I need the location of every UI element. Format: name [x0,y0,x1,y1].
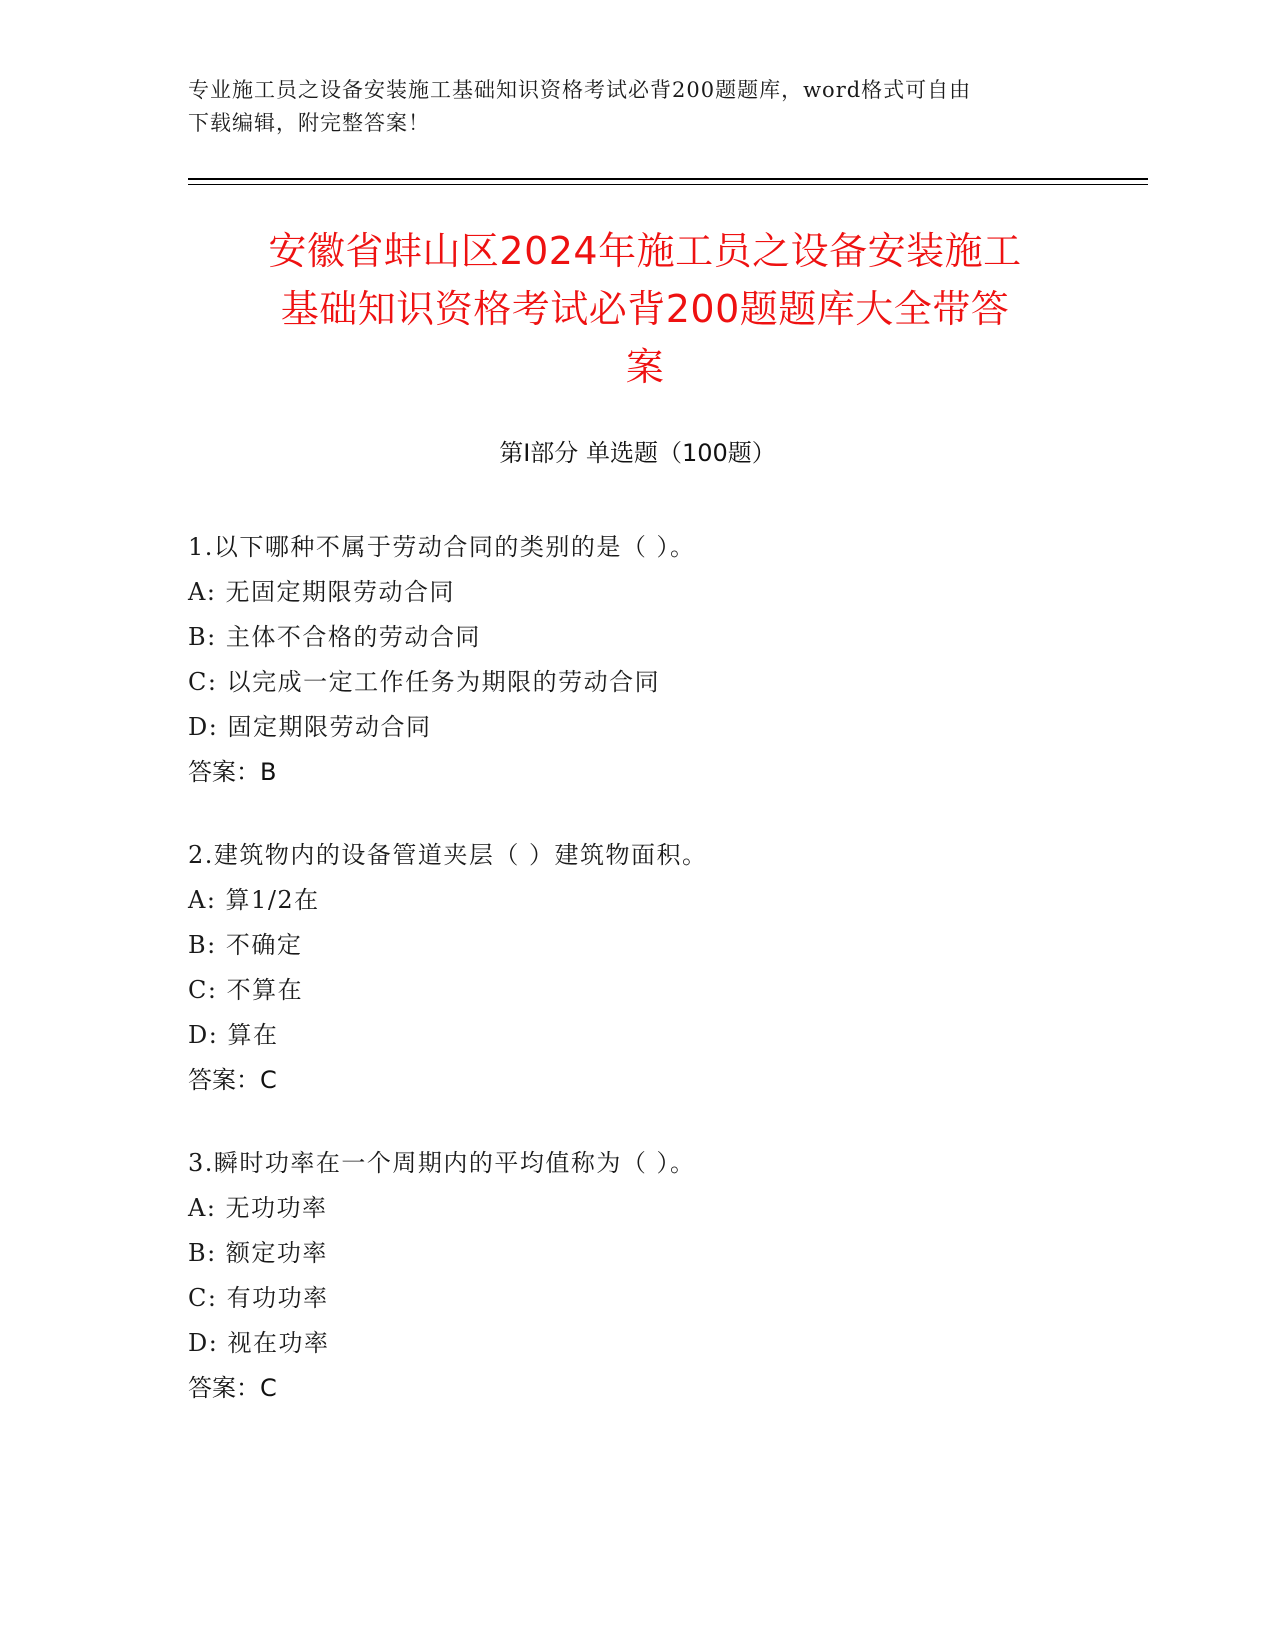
option-d: D: 视在功率 [188,1329,330,1357]
question-3 [188,1141,1108,1411]
option-c: C: 以完成一定工作任务为期限的劳动合同 [188,668,661,696]
option-a: A: 无固定期限劳动合同 [188,578,456,606]
question-list [188,525,1108,1449]
title-line-3: 案 [625,345,665,389]
answer: 答案：B [188,758,277,786]
intro-line-1: 专业施工员之设备安装施工基础知识资格考试必背200题题库，word格式可自由 [188,78,972,102]
header-divider-thick [188,178,1148,180]
question-1 [188,525,1108,795]
option-c: C: 不算在 [188,976,304,1004]
option-d: D: 固定期限劳动合同 [188,713,432,741]
title-line-1: 安徽省蚌山区2024年施工员之设备安装施工 [268,229,1022,273]
question-stem: 3.瞬时功率在一个周期内的平均值称为（ ）。 [188,1149,696,1177]
option-a: A: 算1/2在 [188,886,320,914]
document-intro [188,74,1088,140]
question-2 [188,833,1108,1103]
title-line-2: 基础知识资格考试必背200题题库大全带答 [280,287,1010,331]
answer: 答案：C [188,1374,277,1402]
option-c: C: 有功功率 [188,1284,329,1312]
document-title [180,222,1110,396]
question-stem: 1.以下哪种不属于劳动合同的类别的是（ ）。 [188,533,696,561]
question-stem: 2.建筑物内的设备管道夹层（ ）建筑物面积。 [188,841,708,869]
option-b: B: 主体不合格的劳动合同 [188,623,481,651]
option-b: B: 不确定 [188,931,303,959]
option-a: A: 无功功率 [188,1194,328,1222]
section-heading: 第Ⅰ部分 单选题（100题） [499,439,776,467]
answer: 答案：C [188,1066,277,1094]
option-b: B: 额定功率 [188,1239,328,1267]
intro-line-2: 下载编辑，附完整答案！ [188,111,430,135]
header-divider-thin [188,184,1148,185]
option-d: D: 算在 [188,1021,279,1049]
